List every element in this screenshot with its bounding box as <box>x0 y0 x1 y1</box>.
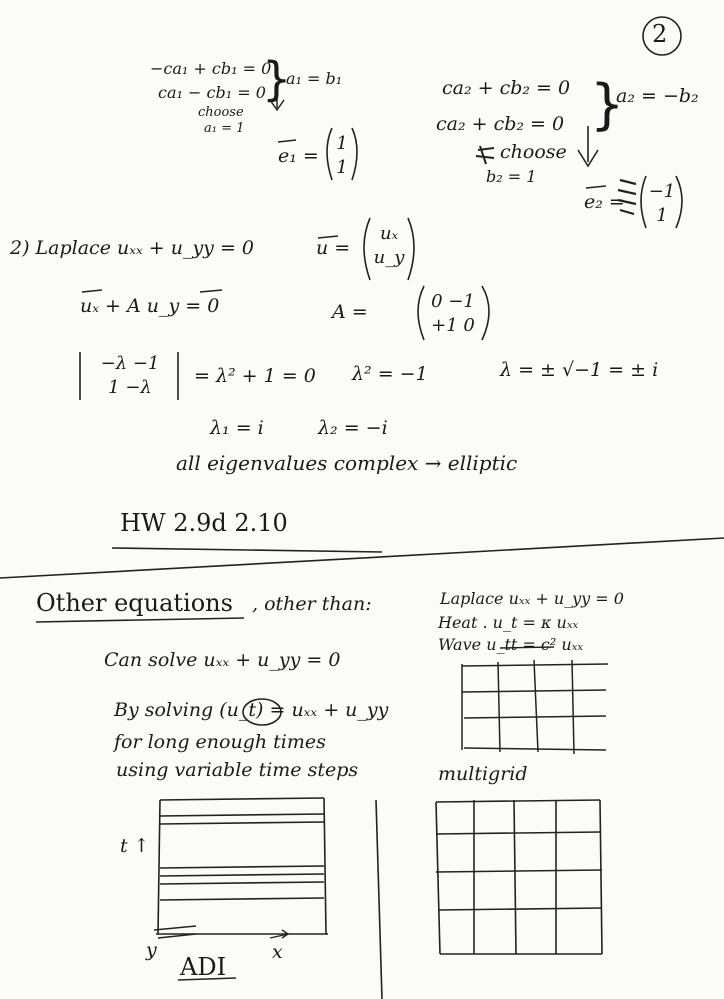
lambda-solution: λ = ± √−1 = ± i <box>500 359 659 381</box>
characteristic-eq: = λ² + 1 = 0 <box>194 365 316 387</box>
for-long-text: for long enough times <box>114 731 326 753</box>
u-vector-label: u = <box>316 237 351 259</box>
by-solving-text: By solving (u_t) = uₓₓ + u_yy <box>114 699 389 721</box>
e2-label: e₂ = <box>584 191 625 213</box>
eigenvalue-1: λ₁ = i <box>210 417 264 439</box>
eq-heat: Heat . u_t = κ uₓₓ <box>438 613 579 632</box>
right-system-brace: } <box>590 73 625 136</box>
multigrid-label: multigrid <box>438 763 528 785</box>
system-equation: uₓ + A u_y = 0 <box>80 295 220 317</box>
eq-wave: Wave u_tt = c² uₓₓ <box>438 635 584 654</box>
eigenvalue-2: λ₂ = −i <box>318 417 388 439</box>
e2-vector: −1 1 <box>648 181 676 226</box>
right-system-result: a₂ = −b₂ <box>616 85 699 107</box>
variable-steps-text: using variable time steps <box>116 759 359 781</box>
determinant: −λ −1 1 −λ <box>100 353 160 398</box>
lambda-squared: λ² = −1 <box>352 363 428 385</box>
left-system-line1: −ca₁ + cb₁ = 0 <box>150 59 272 78</box>
left-system-line2: ca₁ − cb₁ = 0 <box>158 83 266 102</box>
right-choose-label: choose <box>500 141 567 163</box>
A-matrix: 0 −1 +1 0 <box>431 291 475 336</box>
right-choose-value: b₂ = 1 <box>486 167 537 186</box>
right-system-line1: ca₂ + cb₂ = 0 <box>442 77 571 99</box>
left-choose-label: choose <box>198 105 244 120</box>
u-vector: uₓ u_y <box>373 223 405 268</box>
left-system-brace: } <box>262 52 292 106</box>
A-label: A = <box>332 301 368 323</box>
axis-t-label: t ↑ <box>120 835 150 857</box>
eq-laplace: Laplace uₓₓ + u_yy = 0 <box>440 589 624 608</box>
other-than-text: , other than: <box>252 593 372 615</box>
axis-y-label: y <box>146 939 157 961</box>
can-solve-text: Can solve uₓₓ + u_yy = 0 <box>104 649 341 671</box>
page-number: 2 <box>652 20 668 48</box>
adi-label: ADI <box>180 953 227 981</box>
e1-label: e₁ = <box>278 145 319 167</box>
left-system-result: a₁ = b₁ <box>286 69 343 88</box>
conclusion-text: all eigenvalues complex → elliptic <box>176 451 518 475</box>
right-system-line2: ca₂ + cb₂ = 0 <box>436 113 565 135</box>
other-equations-heading: Other equations <box>36 589 233 617</box>
laplace-heading: 2) Laplace uₓₓ + u_yy = 0 <box>10 237 254 259</box>
axis-x-label: x <box>272 941 283 963</box>
homework-note: HW 2.9d 2.10 <box>120 509 288 537</box>
left-choose-value: a₁ = 1 <box>204 121 245 136</box>
e1-vector: 1 1 <box>336 133 348 178</box>
